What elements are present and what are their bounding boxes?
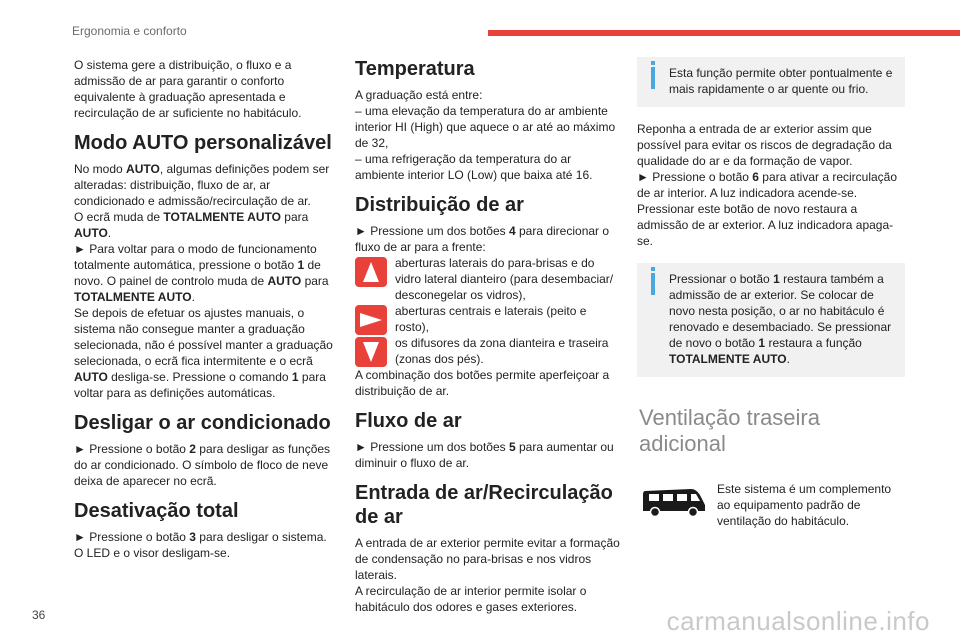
watermark: carmanualsonline.info — [666, 606, 930, 636]
info-note-2: Pressionar o botão 1 restaura também a admissão de ar exterior. Se colocar de novo nesta posição, o ar no habitáculo é renovado e desembaciado. Se pressionar de novo o botão 1 restaura a função TOTALMENTE AUTO. — [637, 263, 905, 377]
info-icon — [651, 273, 655, 295]
temp-line-2: – uma elevação da temperatura do ar ambiente interior HI (High) que aquece o ar até ao máximo de 32, — [355, 104, 616, 150]
auto-paragraph-1: No modo AUTO, algumas definições podem ser alteradas: distribuição, fluxo de ar, ar condicionado e admissão/recirculação de ar. — [74, 162, 330, 208]
dist-item-face: aberturas centrais e laterais (peito e rosto), — [355, 303, 623, 335]
page-number: 36 — [32, 608, 46, 622]
header-accent-bar — [488, 30, 960, 36]
column-1 — [74, 57, 342, 561]
heading-auto-mode: Modo AUTO personalizável — [74, 132, 332, 154]
heading-airflow: Fluxo de ar — [355, 410, 462, 432]
face-vent-icon — [355, 305, 387, 335]
rear-vent-description: Este sistema é um complemento ao equipamento padrão de ventilação do habitáculo. — [637, 481, 905, 531]
temp-line-3: – uma refrigeração da temperatura do ar ambiente interior LO (Low) que baixa até 16. — [355, 152, 593, 182]
col3-paragraph-2: ► Pressione o botão 6 para ativar a recirculação de ar interior. A luz indicadora acende-se. — [637, 170, 898, 200]
heading-distribution: Distribuição de ar — [355, 194, 524, 216]
total-off-paragraph: ► Pressione o botão 3 para desligar o sistema. — [74, 530, 327, 544]
heading-rear-ventilation: Ventilação traseira adicional — [639, 405, 820, 456]
dist-item-windscreen: aberturas laterais do para-brisas e do vidro lateral dianteiro (para desembaciar/ desconegelar os vidros), — [355, 255, 623, 303]
heading-total-off: Desativação total — [74, 500, 239, 522]
feet-vent-icon — [355, 337, 387, 367]
auto-paragraph-2: O ecrã muda de TOTALMENTE AUTO para AUTO. — [74, 210, 309, 240]
auto-paragraph-3: ► Para voltar para o modo de funcionamento totalmente automática, pressione o botão 1 de novo. O painel de controlo muda de AUTO para TOTALMENTE AUTO. — [74, 242, 329, 304]
total-off-led: O LED e o visor desligam-se. — [74, 546, 231, 560]
col3-paragraph-3: Pressionar este botão de novo restaura a admissão de ar exterior. A luz indicadora apaga-se. — [637, 202, 894, 248]
heading-temperature: Temperatura — [355, 58, 475, 80]
dist-intro: ► Pressione um dos botões 4 para direcionar o fluxo de ar para a frente: — [355, 224, 610, 254]
ac-off-paragraph: ► Pressione o botão 2 para desligar as funções do ar condicionado. O símbolo de floco de neve deixa de aparecer no ecrã. — [74, 442, 331, 488]
recirc-paragraph-2: A recirculação de ar interior permite isolar o habitáculo dos odores e gases exteriores. — [355, 584, 587, 614]
column-2 — [355, 57, 623, 615]
column-3 — [637, 57, 905, 531]
heading-ac-off: Desligar o ar condicionado — [74, 412, 331, 434]
info-icon — [651, 67, 655, 89]
col3-paragraph-1: Reponha a entrada de ar exterior assim que possível para evitar os riscos de degradação da qualidade do ar e da formação de vapor. — [637, 122, 892, 168]
dist-combination: A combinação dos botões permite aperfeiçoar a distribuição de ar. — [355, 368, 610, 398]
intro-paragraph: O sistema gere a distribuição, o fluxo e a admissão de ar para garantir o conforto equivalente à graduação apresentada e recirculação de ar suficiente no habitáculo. — [74, 58, 302, 120]
auto-paragraph-4: Se depois de efetuar os ajustes manuais, o sistema não consegue manter a graduação selecionada, não é possível manter a graduação selecionada, o ecrã fica intermitente e o ecrã AUTO desliga-se. Pressione o comando 1 para voltar para as definições automáticas. — [74, 306, 333, 400]
dist-item-feet: os difusores da zona dianteira e traseira (zonas dos pés). — [355, 335, 623, 367]
temp-line-1: A graduação está entre: — [355, 88, 483, 102]
recirc-paragraph-1: A entrada de ar exterior permite evitar a formação de condensação no para-brisas e nos vidros laterais. — [355, 536, 620, 582]
windscreen-vent-icon — [355, 257, 387, 287]
van-icon — [639, 485, 709, 517]
airflow-paragraph: ► Pressione um dos botões 5 para aumentar ou diminuir o fluxo de ar. — [355, 440, 614, 470]
section-title: Ergonomia e conforto — [72, 24, 187, 38]
heading-recirculation: Entrada de ar/Recirculação de ar — [355, 482, 613, 528]
info-note-1: Esta função permite obter pontualmente e mais rapidamente o ar quente ou frio. — [637, 57, 905, 107]
